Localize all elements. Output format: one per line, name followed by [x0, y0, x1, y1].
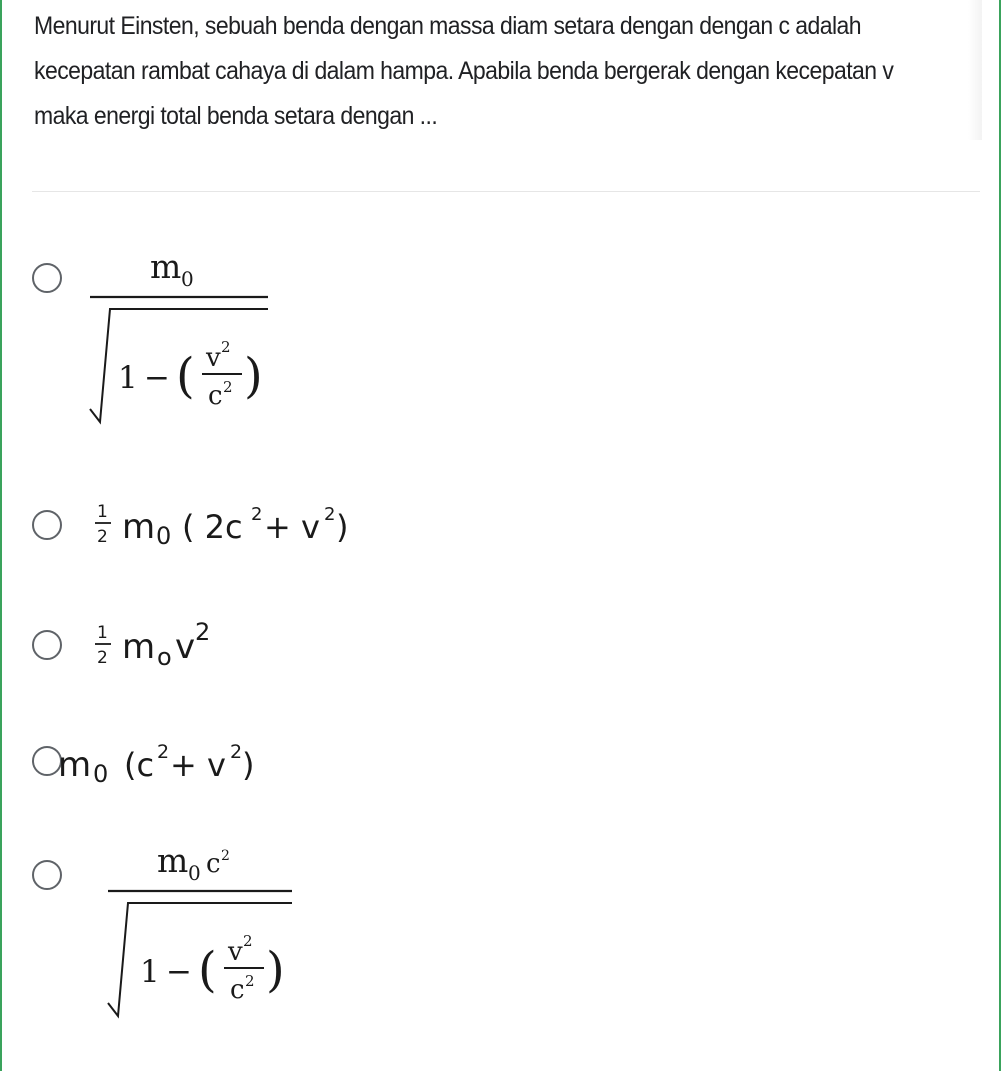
formula-option-d: [58, 726, 308, 798]
numerator-sub: 0: [181, 267, 194, 291]
question-text: Menurut Einsten, sebuah benda dengan massa diam setara dengan dengan c adalah kecepatan rambat cahaya di dalam hampa. Apabila benda bergerak dengan kecepatan v maka energi total benda setara dengan ...: [34, 12, 894, 130]
exp-v: 2: [230, 741, 243, 763]
radio-option-b[interactable]: [32, 510, 62, 540]
mass-m: m: [122, 627, 156, 667]
radio-option-a[interactable]: [32, 263, 62, 293]
inner-c: c: [208, 381, 223, 411]
exp-v: 2: [324, 504, 336, 525]
radicand-one: 1: [140, 954, 160, 990]
inner-v: v: [228, 937, 243, 967]
radicand-minus: −: [144, 360, 170, 396]
inner-v-exp: 2: [221, 338, 231, 356]
numerator-c-exp: 2: [221, 848, 230, 864]
plus-v: + v: [170, 746, 226, 784]
formula-option-c: [84, 608, 244, 680]
velocity-exp: 2: [195, 618, 211, 646]
paren-close: ): [266, 942, 285, 998]
radio-option-c[interactable]: [32, 630, 62, 660]
formula-option-a: [84, 244, 284, 434]
exp-c: 2: [251, 504, 263, 525]
close-paren: ): [336, 508, 349, 546]
paren-open: (: [198, 942, 217, 998]
paren-open: (: [176, 348, 195, 404]
paren-close: ): [244, 348, 263, 404]
inner-c-exp: 2: [245, 972, 255, 990]
mass-sub: 0: [156, 522, 172, 550]
radicand-one: 1: [118, 360, 138, 396]
half-den: 2: [97, 527, 108, 547]
divider: [32, 191, 980, 192]
half-num: 1: [97, 623, 108, 643]
exp-c: 2: [157, 741, 170, 763]
inner-v-exp: 2: [243, 932, 253, 950]
inner-c: c: [230, 975, 245, 1005]
numerator-m: m: [150, 247, 182, 286]
half-den: 2: [97, 648, 108, 668]
formula-option-b: [84, 492, 374, 562]
numerator-c: c: [206, 849, 221, 879]
radio-option-e[interactable]: [32, 860, 62, 890]
numerator-m: m: [157, 841, 189, 880]
mass-m: m: [122, 507, 156, 547]
inner-c-exp: 2: [223, 378, 233, 396]
formula-option-e: [102, 838, 302, 1028]
open-c: (c: [124, 746, 155, 784]
inner-v: v: [206, 343, 221, 373]
mass-sub: o: [157, 643, 172, 671]
mass-sub: 0: [93, 760, 109, 788]
mass-m: m: [58, 745, 92, 785]
close-paren: ): [242, 746, 255, 784]
velocity-v: v: [175, 627, 196, 667]
plus-v: + v: [264, 508, 320, 546]
half-num: 1: [97, 502, 108, 522]
numerator-sub: 0: [188, 861, 201, 885]
radicand-minus: −: [166, 954, 192, 990]
question-edge-shade: [968, 0, 982, 140]
open-2c: ( 2c: [182, 508, 243, 546]
